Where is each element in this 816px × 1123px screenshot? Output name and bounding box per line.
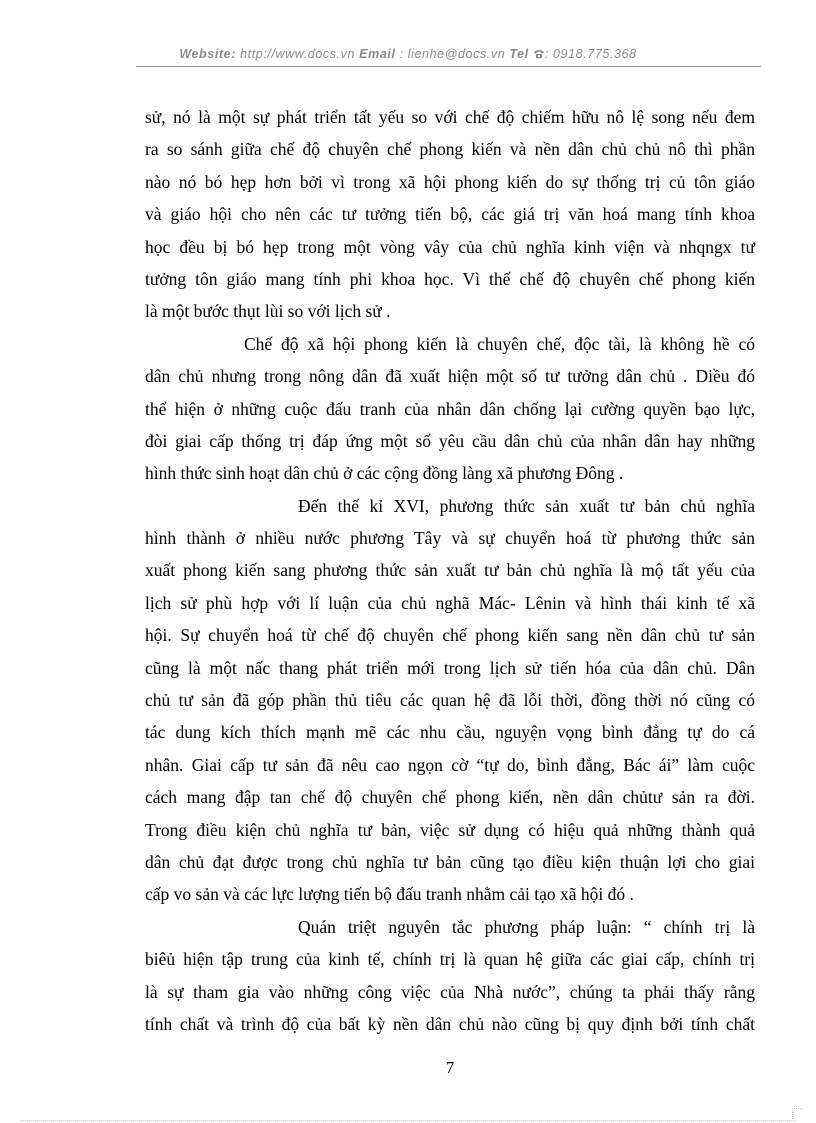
text-line: Trong điều kiện chủ nghĩa tư bản, việc sử dụng có hiệu quả những thành quả — [145, 819, 755, 840]
footer-rule — [20, 1120, 796, 1121]
text-line: chủ tư sản đã góp phần thủ tiêu các quan hệ đã lỗi thời, đồng thời nó cũng có — [145, 690, 755, 711]
page-number: 7 — [445, 1058, 455, 1077]
text-line: nhân. Giai cấp tư sản đã nêu cao ngọn cờ “tự do, bình đẳng, Bác ái” làm cuộc — [145, 754, 755, 775]
text-line: là một bước thụt lùi so với lịch sử . — [145, 301, 391, 322]
text-line: hình thức sinh hoạt dân chủ ở các cộng đồng làng xã phương Đông . — [145, 463, 624, 484]
page-header — [0, 47, 816, 61]
paragraph — [145, 328, 755, 490]
paragraph — [145, 490, 755, 911]
header-rule — [136, 66, 761, 67]
text-line: là sự tham gia vào những công việc của Nhà nước”, chúng ta phải thấy rằng — [145, 981, 755, 1002]
text-line: hội. Sự chuyển hoá từ chế độ chuyên chế phong kiến sang nền dân chủ tư sản — [145, 625, 755, 646]
email-label: Email — [359, 47, 396, 61]
text-line: dân chủ đạt được trong chủ nghĩa tư bản cũng tạo điều kiện thuận lợi cho giai — [145, 851, 755, 872]
text-line: biêủ hiện tập trung của kinh tế, chính trị là quan hệ giữa các giai cấp, chính trị — [145, 949, 755, 970]
text-line: học đều bị bó hẹp trong một vòng vây của chủ nghĩa kinh viện và nhqngx tư — [145, 236, 755, 257]
text-line: cách mang đập tan chế độ chuyên chế phong kiến, nền dân chủtư sản ra đời. — [145, 787, 755, 808]
tel-value: : 0918.775.368 — [544, 47, 637, 61]
paragraph — [145, 101, 755, 328]
paragraph — [145, 911, 755, 1041]
text-line: sử, nó là một sự phát triển tất yếu so với chế độ chiếm hữu nô lệ song nếu đem — [145, 107, 755, 127]
text-line: Đến thế kỉ XVI, phương thức sản xuất tư bản chủ nghĩa — [298, 495, 755, 516]
text-line: tác dung kích thích mạnh mẽ các nhu cầu, nguyện vọng bình đẳng tự do cá — [145, 722, 755, 743]
text-line: lịch sử phù hợp với lí luận của chủ nghã Mác- Lênin và hình thái kinh tế xã — [145, 592, 755, 613]
text-line: cũng là một nấc thang phát triển mới trong lịch sử tiến hóa của dân chủ. Dân — [145, 657, 755, 678]
phone-icon — [533, 49, 545, 59]
text-line: thể hiện ở những cuộc đấu tranh của nhân dân chống lại cường quyền bạo lực, — [145, 398, 755, 419]
text-line: Quán triệt nguyên tắc phương pháp luận: “ chính trị là — [298, 916, 755, 937]
text-line: ra so sánh giữa chế độ chuyên chế phong kiến và nền dân chủ chủ nô thì phần — [145, 139, 755, 160]
tel-label: Tel — [509, 47, 529, 61]
text-line: dân chủ nhưng trong nông dân đã xuất hiện một số tư tưởng dân chủ . Diều đó — [145, 366, 755, 387]
text-line: nào nó bó hẹp hơn bởi vì trong xã hội phong kiến do sự thống trị củ tôn giáo — [145, 171, 755, 192]
website-url: http://www.docs.vn — [236, 47, 360, 61]
document-body — [145, 101, 755, 1040]
email-value: : lienhe@docs.vn — [395, 47, 510, 61]
text-line: và giáo hội cho nên các tư tưởng tiến bộ, các giá trị văn hoá mang tính khoa — [145, 204, 755, 225]
corner-mark — [792, 1108, 803, 1119]
text-line: Chế độ xã hội phong kiến là chuyên chế, độc tài, là không hề có — [244, 333, 755, 354]
text-line: tưởng tôn giáo mang tính phi khoa học. Vì thế chế độ chuyên chế phong kiến — [145, 268, 755, 289]
website-label: Website: — [179, 47, 236, 61]
text-line: tính chất và trình độ của bất kỳ nền dân chủ nào cũng bị quy định bởi tính chất — [145, 1013, 755, 1034]
text-line: xuất phong kiến sang phương thức sản xuất tư bản chủ nghĩa là mộ tất yếu của — [145, 560, 755, 581]
text-line: hình thành ở nhiều nước phương Tây và sự chuyển hoá từ phương thức sản — [145, 528, 755, 549]
text-line: cấp vo sản và các lực lượng tiến bộ đấu tranh nhằm cải tạo xã hội đó . — [145, 884, 634, 905]
text-line: đòi giai cấp thống trị đáp ứng một số yêu cầu dân chủ của nhân dân hay những — [145, 430, 755, 451]
